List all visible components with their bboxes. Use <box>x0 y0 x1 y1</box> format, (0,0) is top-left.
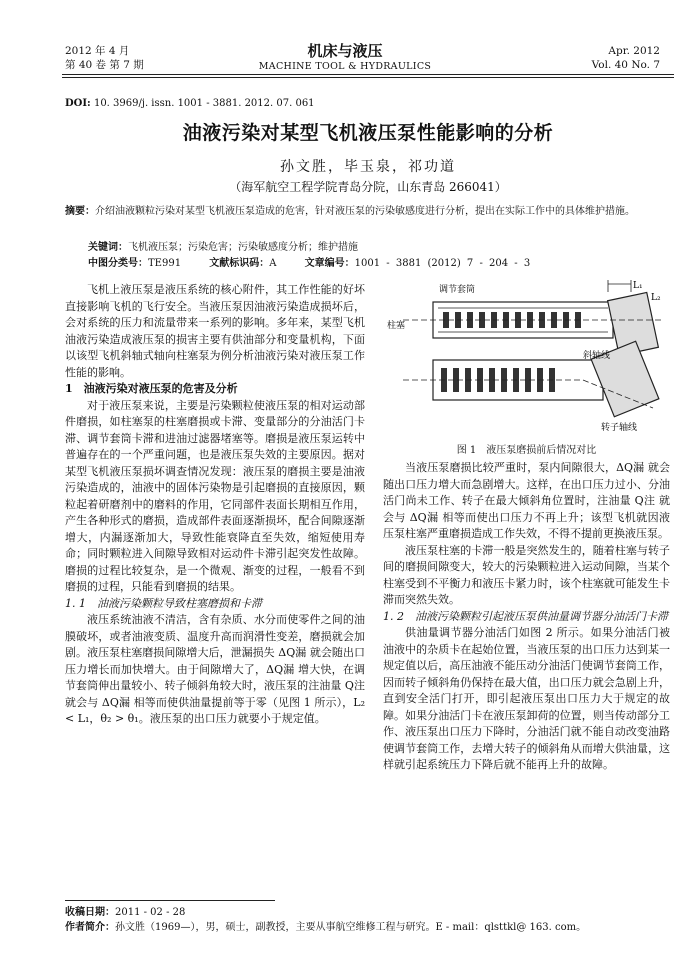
received-label: 收稿日期： <box>65 907 115 918</box>
pump-diagram <box>383 278 670 438</box>
footnote <box>65 905 586 935</box>
issue-date-en: Apr. 2012 <box>608 45 660 57</box>
running-header-left <box>65 44 144 72</box>
author-bio: 孙文胜（1969—），男，硕士，副教授，主要从事航空维修工程与研究。E - mail：qlsttkl@ 163. com。 <box>115 922 587 933</box>
figure-1 <box>383 278 670 438</box>
subsection-heading: 1. 2 油液污染颗粒引起液压泵供油量调节器分油活门卡滞 <box>383 609 668 623</box>
paragraph: 飞机上液压泵是液压系统的核心附件，其工作性能的好坏直接影响飞机的飞行安全。当液压泵因油液污染造成损坏后，会对系统的压力和流量带来一系列的影响。多年来，某型飞机油液污染造成液压泵的损害主要有供油部分和变量机构，下面以该型飞机斜轴式轴向柱塞泵为例分析油液污染对液压泵工作性能的影响。 <box>65 283 365 379</box>
running-header-right <box>592 44 660 72</box>
paragraph: 液压泵柱塞的卡滞一般是突然发生的，随着柱塞与转子间的磨损间隙变大，较大的污染颗粒进入运动间隙，当某个柱塞受到不平衡力和液压卡紧力时，该个柱塞就可能发生卡滞而突然失效。 <box>383 543 670 606</box>
abstract <box>65 204 669 220</box>
artno-value: 1001 - 3881 (2012) 7 - 204 - 3 <box>354 258 531 269</box>
cls-label: 中图分类号： <box>88 258 148 269</box>
volume-issue-en: Vol. 40 No. 7 <box>591 59 660 71</box>
header-rule <box>62 74 674 75</box>
paragraph: 供油量调节器分油活门如图 2 所示。如果分油活门被油液中的杂质卡在起始位置，当液压泵的出口压力达到某一规定值以后，高压油液不能压动分油活门使调节套筒工作，因而转子倾斜角仍保持在最大值，出口压力就会急剧上升，直到安全活门打开，即引起液压泵出口压力大于规定的故障。如果分油活门卡在液压泵卸荷的位置，则当传动部分工作、液压泵出口压力下降时，分油活门就不能自动改变油路使调节套筒工作，去增大转子的倾斜角从而增大供油量，这样就引起系统压力下降后就不能再上升的故障。 <box>383 626 670 771</box>
abstract-label: 摘要： <box>65 206 95 217</box>
issue-date: 2012 年 4 月 <box>65 45 130 57</box>
right-column <box>383 460 670 774</box>
artno-label: 文章编号： <box>304 258 355 269</box>
keywords <box>88 238 358 253</box>
volume-issue: 第 40 卷 第 7 期 <box>65 59 144 71</box>
abstract-text: 介绍油液颗粒污染对某型飞机液压泵造成的危害，针对液压泵的污染敏感度进行分析，提出在实际工作中的具体维护措施。 <box>95 206 635 217</box>
keywords-label: 关键词： <box>88 242 128 253</box>
received-value: 2011 - 02 - 28 <box>115 907 186 918</box>
paragraph: 液压系统油液不清洁，含有杂质、水分而使零件之间的油膜破坏，或者油液变质、温度升高而润滑性变差，磨损就会加剧。液压泵柱塞磨损间隙增大后，泄漏损失 ΔQ漏 就会随出口压力增长而加快增大。由于间隙增大了，ΔQ漏 增大快，在调节套筒伸出量较小、转子倾斜角较大时，液压泵的注油量 Q注 就会与 ΔQ漏 相等而使供油量提前等于零（见图 1 所示），L₂ < L₁，θ₂ > θ₁。液压泵的出口压力就要小于规定值。 <box>65 613 365 725</box>
doccode-value: A <box>269 258 277 269</box>
paragraph: 对于液压泵来说，主要是污染颗粒使液压泵的相对运动部件磨损，如柱塞泵的柱塞磨损或卡滞、变量部分的分油活门卡滞、调节套筒卡滞和进油过滤器堵塞等。磨损是液压泵运转中普遍存在的一个严重问题，也是液压泵失效的主要原因。据对某型飞机液压泵损坏调查情况发现：液压泵的磨损主要是油液污染造成的，油液中的固体污染物是引起磨损的直接原因，颗粒起着研磨剂中的磨料的作用，它同部件表面长期相互作用，产生各种形式的磨损，造成部件表面逐渐损坏，配合间隙逐渐增大，内漏逐渐加大，导致性能衰降直至失效，缩短使用寿命；同时颗粒进入间隙导致相对运动件卡滞引起突发性故障。磨损的过程比较复杂，是一个微观、渐变的过程，一般看不到磨损的过程，只能看到磨损的结果。 <box>65 398 365 593</box>
label-l2: L₂ <box>651 293 661 303</box>
paragraph: 当液压泵磨损比较严重时，泵内间隙很大，ΔQ漏 就会随出口压力增大而急剧增大。这样，在出口压力过小、分油活门尚未工作、转子在最大倾斜角位置时，注油量 Q注 就会与 ΔQ漏 相等而使出口压力不再上升；该型飞机就因液压泵柱塞严重磨损造成工作失效，不得不提前更换液压泵。 <box>383 461 670 540</box>
doi-value: 10. 3969/j. issn. 1001 - 3881. 2012. 07. 061 <box>93 98 315 109</box>
header-rule-thin <box>62 77 674 78</box>
footnote-rule <box>65 900 275 901</box>
journal-name-en: MACHINE TOOL & HYDRAULICS <box>258 61 432 72</box>
figure-caption: 图 1 液压泵磨损前后情况对比 <box>456 445 597 456</box>
label-cyl: 斜轴线 <box>583 351 611 361</box>
left-column <box>65 282 365 728</box>
label-l1: L₁ <box>633 281 643 291</box>
journal-header <box>230 40 460 72</box>
doi-line <box>65 98 315 109</box>
author-bio-label: 作者简介： <box>65 922 115 933</box>
article-title: 油液污染对某型飞机液压泵性能影响的分析 <box>182 122 554 144</box>
cls-value: TE991 <box>148 258 182 269</box>
label-rotor: 转子轴线 <box>601 423 638 433</box>
affiliation: （海军航空工程学院青岛分院，山东青岛 266041） <box>229 180 507 194</box>
label-sleeve: 调节套筒 <box>439 285 476 295</box>
keywords-text: 飞机液压泵；污染危害；污染敏感度分析；维护措施 <box>128 242 358 253</box>
section-heading: 1 油液污染对液压泵的危害及分析 <box>65 382 238 395</box>
doccode-label: 文献标识码： <box>209 258 270 269</box>
subsection-heading: 1. 1 油液污染颗粒导致柱塞磨损和卡滞 <box>65 596 262 610</box>
authors: 孙文胜，毕玉泉，祁功道 <box>280 159 456 175</box>
classification-line <box>88 254 530 269</box>
journal-name-cn: 机床与液压 <box>307 42 383 60</box>
doi-label: DOI: <box>65 98 91 109</box>
label-plunger: 柱塞 <box>387 321 406 331</box>
